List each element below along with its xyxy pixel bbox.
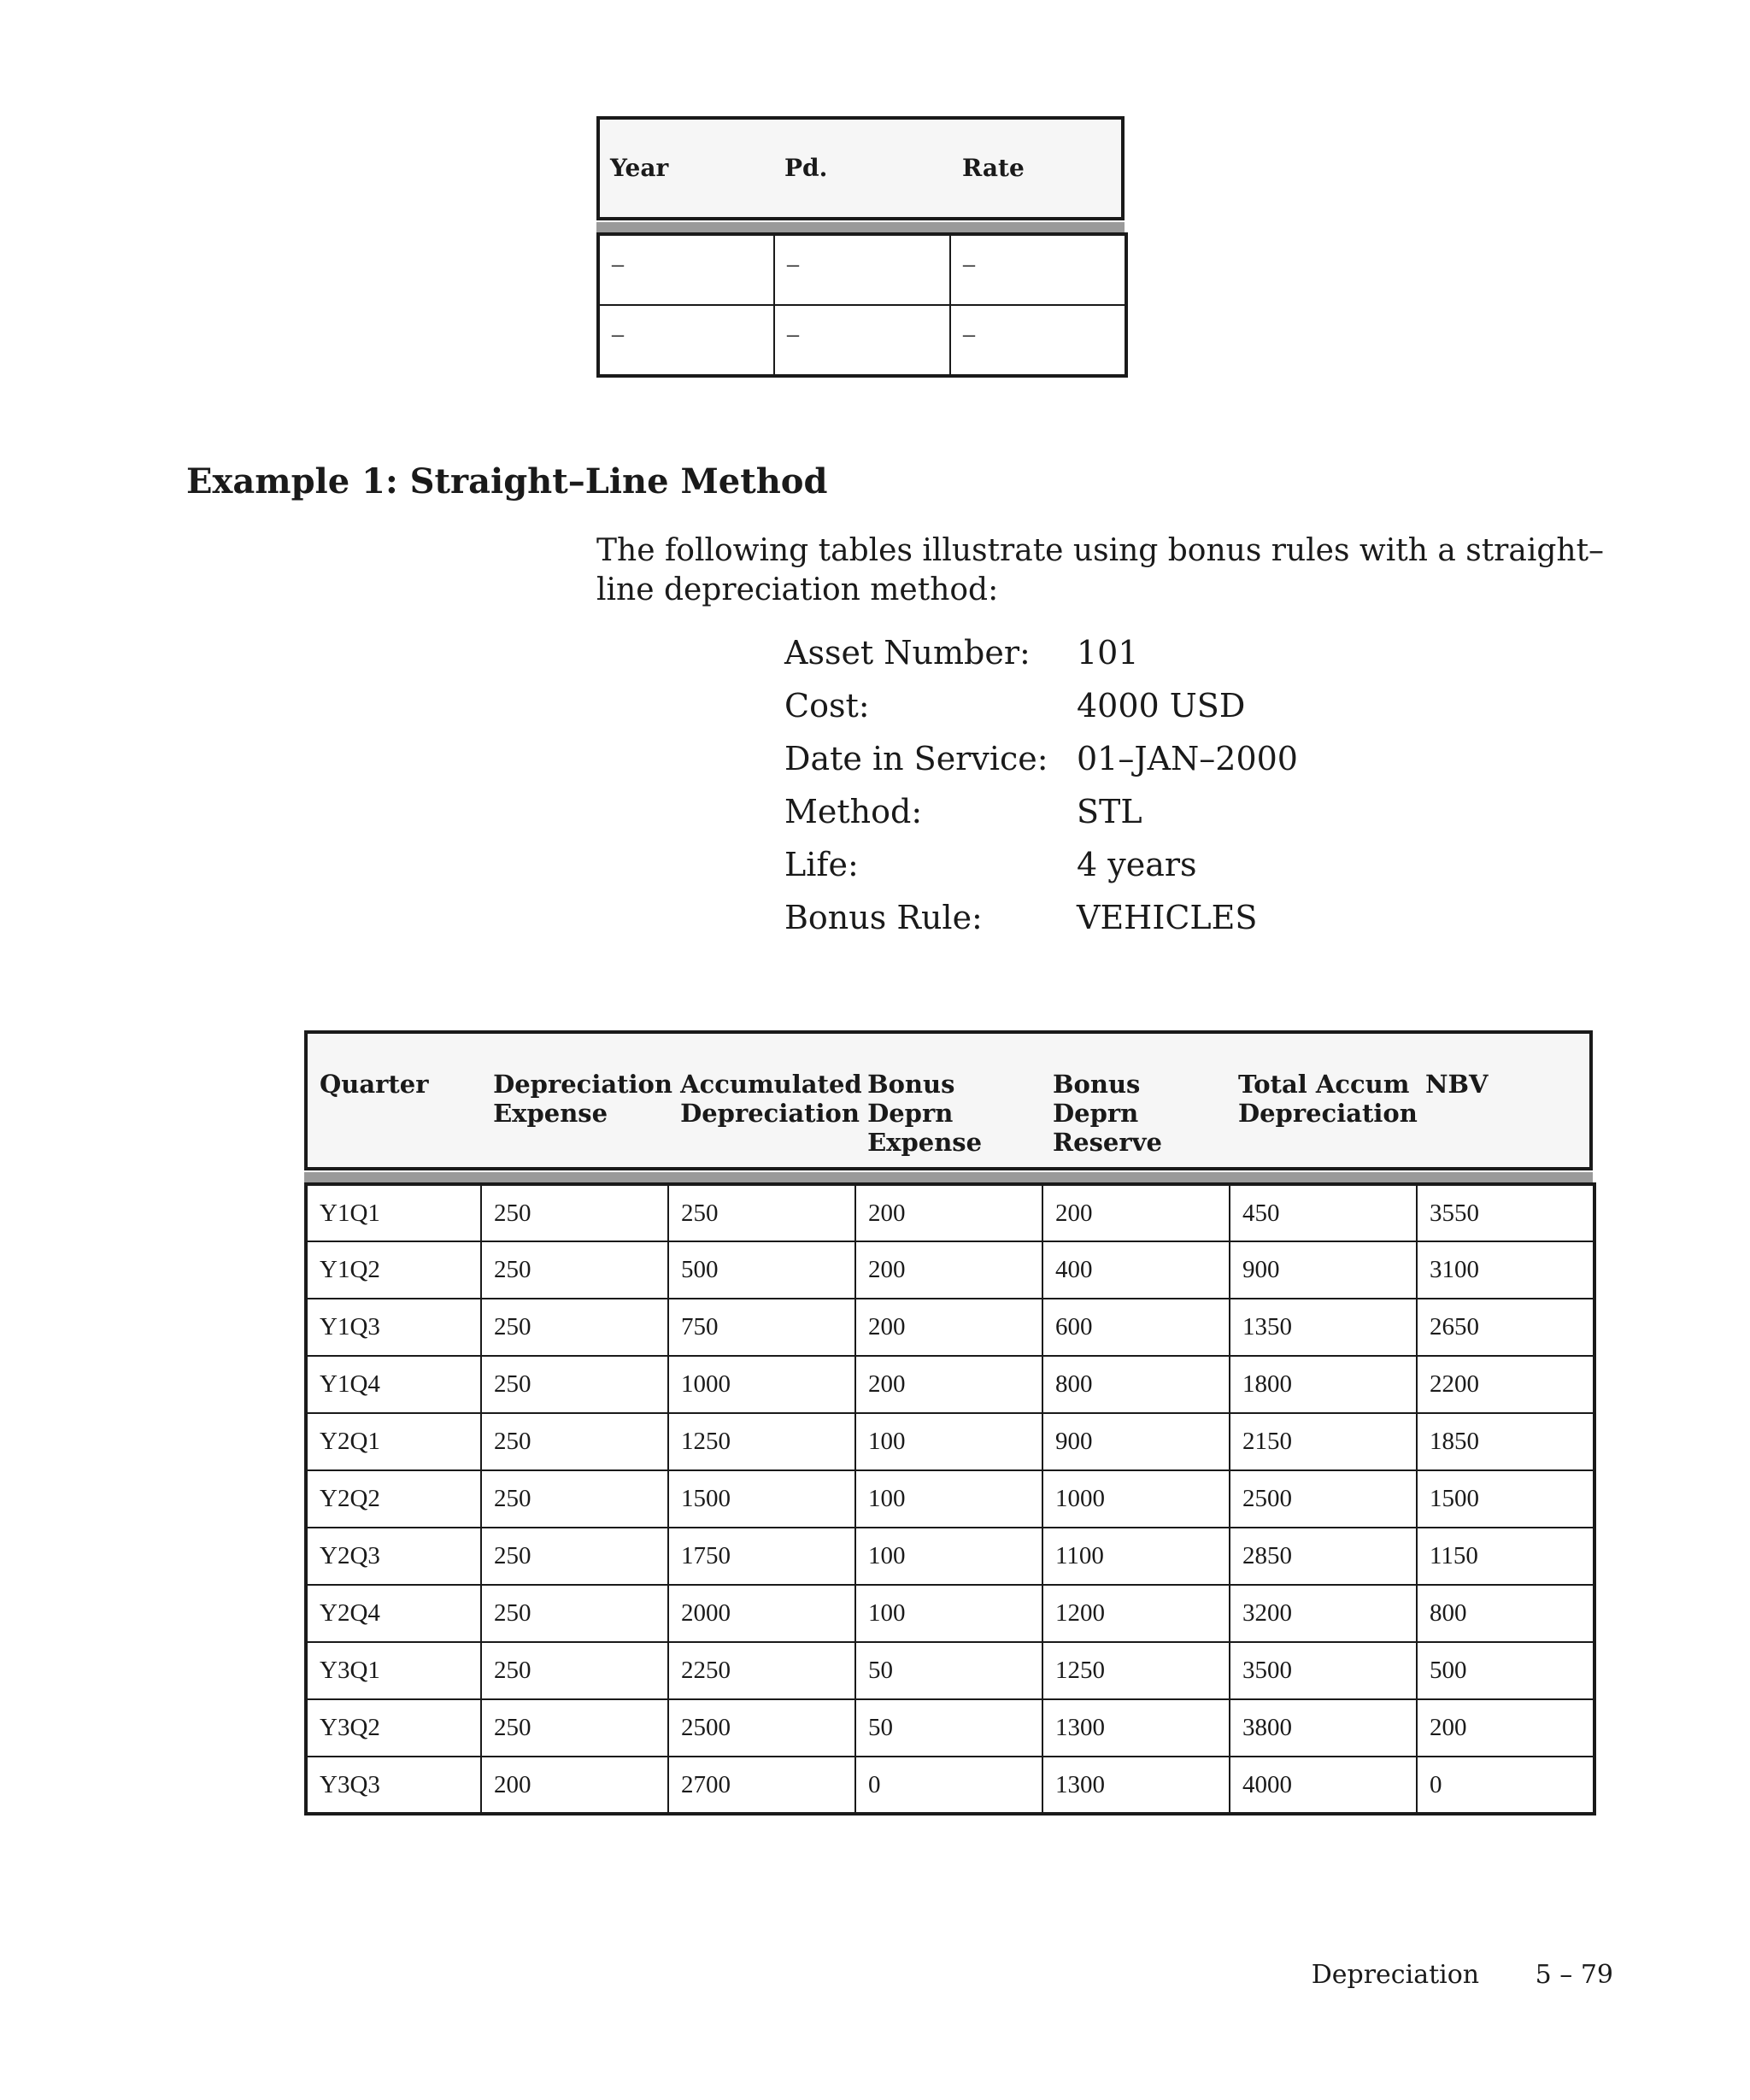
column-header bbox=[308, 1034, 481, 1167]
table-cell: 1750 bbox=[668, 1528, 855, 1585]
table-cell: Y2Q1 bbox=[306, 1413, 481, 1470]
table-cell: – bbox=[774, 305, 950, 376]
table-cell: 2500 bbox=[668, 1699, 855, 1757]
table-cell: 3800 bbox=[1230, 1699, 1417, 1757]
table-cell: 3100 bbox=[1417, 1241, 1594, 1299]
table-cell: 200 bbox=[855, 1184, 1042, 1241]
header-year: Year bbox=[610, 154, 669, 182]
column-header-line: Quarter bbox=[320, 1070, 429, 1099]
table-cell: 1250 bbox=[668, 1413, 855, 1470]
table-cell: – bbox=[950, 305, 1126, 376]
table-cell: 50 bbox=[855, 1642, 1042, 1699]
column-header-line: Accumulated bbox=[680, 1070, 862, 1099]
detail-value: STL bbox=[1077, 793, 1142, 830]
table-cell: 250 bbox=[668, 1184, 855, 1241]
table-cell: 250 bbox=[481, 1356, 668, 1413]
table-cell: 250 bbox=[481, 1528, 668, 1585]
table-cell: 250 bbox=[481, 1299, 668, 1356]
table-row bbox=[306, 1299, 1594, 1356]
table-cell: Y3Q1 bbox=[306, 1642, 481, 1699]
table-cell: 100 bbox=[855, 1470, 1042, 1528]
table-cell: 250 bbox=[481, 1699, 668, 1757]
table-cell: 500 bbox=[1417, 1642, 1594, 1699]
table-cell: 50 bbox=[855, 1699, 1042, 1757]
table-cell: – bbox=[774, 234, 950, 305]
header-divider bbox=[596, 222, 1125, 232]
detail-row bbox=[784, 687, 1298, 740]
table-cell: 250 bbox=[481, 1470, 668, 1528]
table-cell: Y2Q2 bbox=[306, 1470, 481, 1528]
table-cell: – bbox=[950, 234, 1126, 305]
detail-row bbox=[784, 740, 1298, 793]
rate-table-header bbox=[596, 116, 1125, 220]
detail-row bbox=[784, 634, 1298, 687]
depreciation-table-header bbox=[304, 1030, 1593, 1170]
column-header-line: Expense bbox=[493, 1099, 608, 1128]
table-cell: 4000 bbox=[1230, 1757, 1417, 1814]
table-cell: 200 bbox=[855, 1241, 1042, 1299]
table-cell: 3200 bbox=[1230, 1585, 1417, 1642]
table-cell: 200 bbox=[1042, 1184, 1230, 1241]
table-cell: 1000 bbox=[1042, 1470, 1230, 1528]
detail-value: 4000 USD bbox=[1077, 687, 1246, 724]
table-cell: 1300 bbox=[1042, 1757, 1230, 1814]
table-cell: 1300 bbox=[1042, 1699, 1230, 1757]
table-row bbox=[306, 1642, 1594, 1699]
table-cell: 3500 bbox=[1230, 1642, 1417, 1699]
detail-row bbox=[784, 846, 1298, 899]
table-cell: – bbox=[598, 234, 774, 305]
detail-label: Date in Service: bbox=[784, 740, 1048, 777]
column-header bbox=[855, 1034, 1041, 1167]
detail-label: Method: bbox=[784, 793, 923, 830]
table-row bbox=[306, 1184, 1594, 1241]
table-cell: 200 bbox=[1417, 1699, 1594, 1757]
table-cell: 1000 bbox=[668, 1356, 855, 1413]
column-header bbox=[481, 1034, 672, 1167]
table-cell: 2150 bbox=[1230, 1413, 1417, 1470]
column-header bbox=[1413, 1034, 1589, 1167]
table-row bbox=[306, 1699, 1594, 1757]
table-row bbox=[598, 234, 1126, 305]
detail-row bbox=[784, 899, 1298, 952]
depreciation-table bbox=[304, 1030, 1593, 1816]
column-header-line: Reserve bbox=[1053, 1128, 1162, 1157]
table-cell: 250 bbox=[481, 1413, 668, 1470]
header-rate: Rate bbox=[962, 154, 1025, 182]
table-cell: 100 bbox=[855, 1413, 1042, 1470]
table-cell: 2250 bbox=[668, 1642, 855, 1699]
table-cell: 250 bbox=[481, 1184, 668, 1241]
table-cell: 2000 bbox=[668, 1585, 855, 1642]
table-row bbox=[306, 1470, 1594, 1528]
column-header bbox=[668, 1034, 862, 1167]
table-cell: 1250 bbox=[1042, 1642, 1230, 1699]
table-cell: 900 bbox=[1042, 1413, 1230, 1470]
table-cell: Y1Q3 bbox=[306, 1299, 481, 1356]
rate-table-body bbox=[596, 232, 1128, 378]
column-header-line: Expense bbox=[867, 1128, 983, 1157]
detail-row bbox=[784, 793, 1298, 846]
table-cell: Y1Q4 bbox=[306, 1356, 481, 1413]
table-cell: Y1Q1 bbox=[306, 1184, 481, 1241]
table-cell: 1500 bbox=[1417, 1470, 1594, 1528]
table-cell: 0 bbox=[855, 1757, 1042, 1814]
table-cell: 250 bbox=[481, 1642, 668, 1699]
page-number: 5 – 79 bbox=[1535, 1960, 1613, 1990]
table-cell: 100 bbox=[855, 1585, 1042, 1642]
table-cell: 2500 bbox=[1230, 1470, 1417, 1528]
table-cell: Y3Q2 bbox=[306, 1699, 481, 1757]
table-cell: 400 bbox=[1042, 1241, 1230, 1299]
column-header-line: Bonus Deprn bbox=[1053, 1070, 1141, 1128]
header-divider bbox=[304, 1172, 1593, 1182]
table-cell: 600 bbox=[1042, 1299, 1230, 1356]
table-cell: 800 bbox=[1417, 1585, 1594, 1642]
column-header-line: Bonus Deprn bbox=[867, 1070, 955, 1128]
table-cell: 3550 bbox=[1417, 1184, 1594, 1241]
table-cell: 1500 bbox=[668, 1470, 855, 1528]
table-row bbox=[306, 1413, 1594, 1470]
detail-value: 101 bbox=[1077, 634, 1139, 672]
table-cell: 900 bbox=[1230, 1241, 1417, 1299]
table-cell: 1850 bbox=[1417, 1413, 1594, 1470]
header-period: Pd. bbox=[784, 154, 828, 182]
table-cell: 1350 bbox=[1230, 1299, 1417, 1356]
depreciation-table-body bbox=[304, 1182, 1596, 1816]
table-row bbox=[306, 1757, 1594, 1814]
table-cell: Y3Q3 bbox=[306, 1757, 481, 1814]
detail-value: VEHICLES bbox=[1077, 899, 1258, 936]
column-header bbox=[1041, 1034, 1226, 1167]
table-cell: 2850 bbox=[1230, 1528, 1417, 1585]
table-cell: 200 bbox=[855, 1299, 1042, 1356]
detail-label: Life: bbox=[784, 846, 859, 883]
detail-value: 01–JAN–2000 bbox=[1077, 740, 1298, 777]
table-cell: 2200 bbox=[1417, 1356, 1594, 1413]
column-header-line: Depreciation bbox=[680, 1099, 860, 1128]
table-row bbox=[306, 1528, 1594, 1585]
table-cell: Y2Q4 bbox=[306, 1585, 481, 1642]
table-cell: 2700 bbox=[668, 1757, 855, 1814]
table-cell: 1200 bbox=[1042, 1585, 1230, 1642]
table-cell: 750 bbox=[668, 1299, 855, 1356]
table-cell: 200 bbox=[481, 1757, 668, 1814]
table-row bbox=[306, 1356, 1594, 1413]
example-title: Example 1: Straight–Line Method bbox=[186, 461, 828, 502]
asset-details bbox=[784, 634, 1298, 952]
table-cell: 800 bbox=[1042, 1356, 1230, 1413]
table-row bbox=[306, 1585, 1594, 1642]
table-cell: Y2Q3 bbox=[306, 1528, 481, 1585]
table-row bbox=[306, 1241, 1594, 1299]
column-header-line: Total Accum bbox=[1237, 1070, 1410, 1099]
column-header-line: Depreciation bbox=[493, 1070, 672, 1099]
table-cell: 1800 bbox=[1230, 1356, 1417, 1413]
rate-table bbox=[596, 116, 1125, 378]
detail-label: Asset Number: bbox=[784, 634, 1031, 672]
table-row bbox=[598, 305, 1126, 376]
footer-section: Depreciation bbox=[1311, 1960, 1480, 1990]
table-cell: 100 bbox=[855, 1528, 1042, 1585]
table-cell: – bbox=[598, 305, 774, 376]
detail-label: Bonus Rule: bbox=[784, 899, 983, 936]
table-cell: 1150 bbox=[1417, 1528, 1594, 1585]
intro-paragraph: The following tables illustrate using bonus rules with a straight–line depreciation method: bbox=[596, 533, 1605, 607]
table-cell: 450 bbox=[1230, 1184, 1417, 1241]
table-cell: 1100 bbox=[1042, 1528, 1230, 1585]
table-cell: 500 bbox=[668, 1241, 855, 1299]
detail-label: Cost: bbox=[784, 687, 870, 724]
page-footer bbox=[1312, 1960, 1613, 1990]
table-cell: 200 bbox=[855, 1356, 1042, 1413]
column-header bbox=[1226, 1034, 1418, 1167]
table-cell: Y1Q2 bbox=[306, 1241, 481, 1299]
table-cell: 250 bbox=[481, 1585, 668, 1642]
table-cell: 250 bbox=[481, 1241, 668, 1299]
detail-value: 4 years bbox=[1077, 846, 1197, 883]
column-header-line: Depreciation bbox=[1237, 1099, 1418, 1128]
table-cell: 2650 bbox=[1417, 1299, 1594, 1356]
column-header-line: NBV bbox=[1424, 1070, 1489, 1099]
table-cell: 0 bbox=[1417, 1757, 1594, 1814]
